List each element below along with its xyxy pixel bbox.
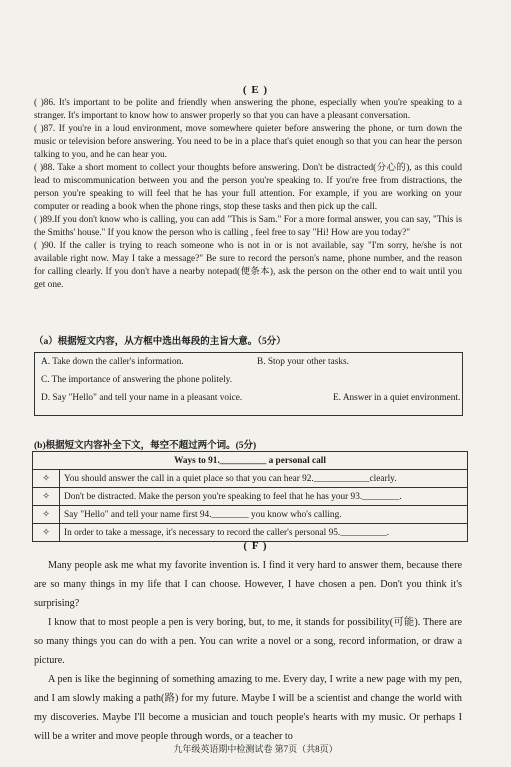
table-row xyxy=(33,488,468,506)
summary-table xyxy=(32,451,468,542)
part-b-header: (b)根据短文内容补全下文，每空不超过两个词。(5分) xyxy=(34,441,257,451)
diamond-bullet-icon: ✧ xyxy=(42,510,50,520)
table-row xyxy=(33,470,468,488)
table-row-95: In order to take a message, it's necessary to record the caller's personal 95.__________. xyxy=(60,524,468,542)
option-a: A. Take down the caller's information. xyxy=(41,357,184,367)
table-row xyxy=(33,506,468,524)
options-box xyxy=(34,352,463,416)
option-e: E. Answer in a quiet environment. xyxy=(333,393,461,403)
option-d: D. Say "Hello" and tell your name in a pleasant voice. xyxy=(41,393,243,403)
diamond-bullet-icon: ✧ xyxy=(42,474,50,484)
paragraph-86: ( )86. It's important to be polite and friendly when answering the phone, especially when you're speaking to a stranger. It's important to know how to answer properly so that you can have a pleasant conversation. xyxy=(34,98,462,121)
option-b: B. Stop your other tasks. xyxy=(257,357,349,367)
page-footer: 九年级英语期中检测试卷 第7页（共8页） xyxy=(173,744,338,754)
table-row-94: Say "Hello" and tell your name first 94.________ you know who's calling. xyxy=(60,506,468,524)
paragraph-f3: A pen is like the beginning of something amazing to me. Every day, I write a new page with my pen, and I am slowly making a path(路) for my future. Maybe I will be a scientist and change the world with my discoveries. Maybe I'll become a musician and touch people's hearts with my music. Or perhaps I will be a writer and move people through words, or a teacher to xyxy=(34,674,462,742)
paragraph-89: ( )89.If you don't know who is calling, you can add "This is Sam." For a more formal answer, you can say, "This is the Smiths' house." If you know the person who is calling , feel free to say "Hi! How are you today?" xyxy=(34,215,462,238)
section-e-title: ( E ) xyxy=(242,84,269,96)
paragraph-f2: I know that to most people a pen is very boring, but, to me, it stands for possibility(可能). There are so many things you can do with a pen. You can write a novel or a song, record information, or draw a picture. xyxy=(34,617,462,666)
paragraph-88: ( )88. Take a short moment to collect your thoughts before answering. Don't be distracted(分心的), as this could lead to miscommunication between you and the person you're speaking to. If you're free from distractions, the person you're speaking to will feel that he has your full attention. For example, if you are working on your computer or reading a book when the phone rings, stop these tasks and then pick up the call. xyxy=(34,163,462,212)
part-a-header: （a）根据短文内容，从方框中选出每段的主旨大意。（5分） xyxy=(34,337,286,347)
section-f-passage xyxy=(34,556,462,746)
option-c: C. The importance of answering the phone politely. xyxy=(41,375,233,385)
table-heading: Ways to 91.__________ a personal call xyxy=(33,452,468,470)
section-f-title: ( F ) xyxy=(243,540,268,552)
table-row-93: Don't be distracted. Make the person you're speaking to feel that he has your 93.________. xyxy=(60,488,468,506)
table-row xyxy=(33,524,468,542)
diamond-bullet-icon: ✧ xyxy=(42,492,50,502)
paragraph-87: ( )87. If you're in a loud environment, move somewhere quieter before answering the phone, or turn down the music or television before answering. You need to be in a place that's quiet enough so that you can hear the person talking to you, and he can hear you. xyxy=(34,124,462,160)
paragraph-90: ( )90. If the caller is trying to reach someone who is not in or is not available, say "I'm sorry, he/she is not available right now. May I take a message?" Be sure to record the person's name, phone number, and the reason for calling clearly. If you don't have a nearby notepad(便条本), ask the person on the other end to wait until you get one. xyxy=(34,241,462,290)
paragraph-f1: Many people ask me what my favorite invention is. I find it very hard to answer them, because there are so many things in my life that I can choose. However, I have chosen a pen. Don't you think it's surprising? xyxy=(34,560,462,609)
diamond-bullet-icon: ✧ xyxy=(42,528,50,538)
section-e-passage xyxy=(34,97,462,292)
table-row-92: You should answer the call in a quiet place so that you can hear 92.____________clearly. xyxy=(60,470,468,488)
